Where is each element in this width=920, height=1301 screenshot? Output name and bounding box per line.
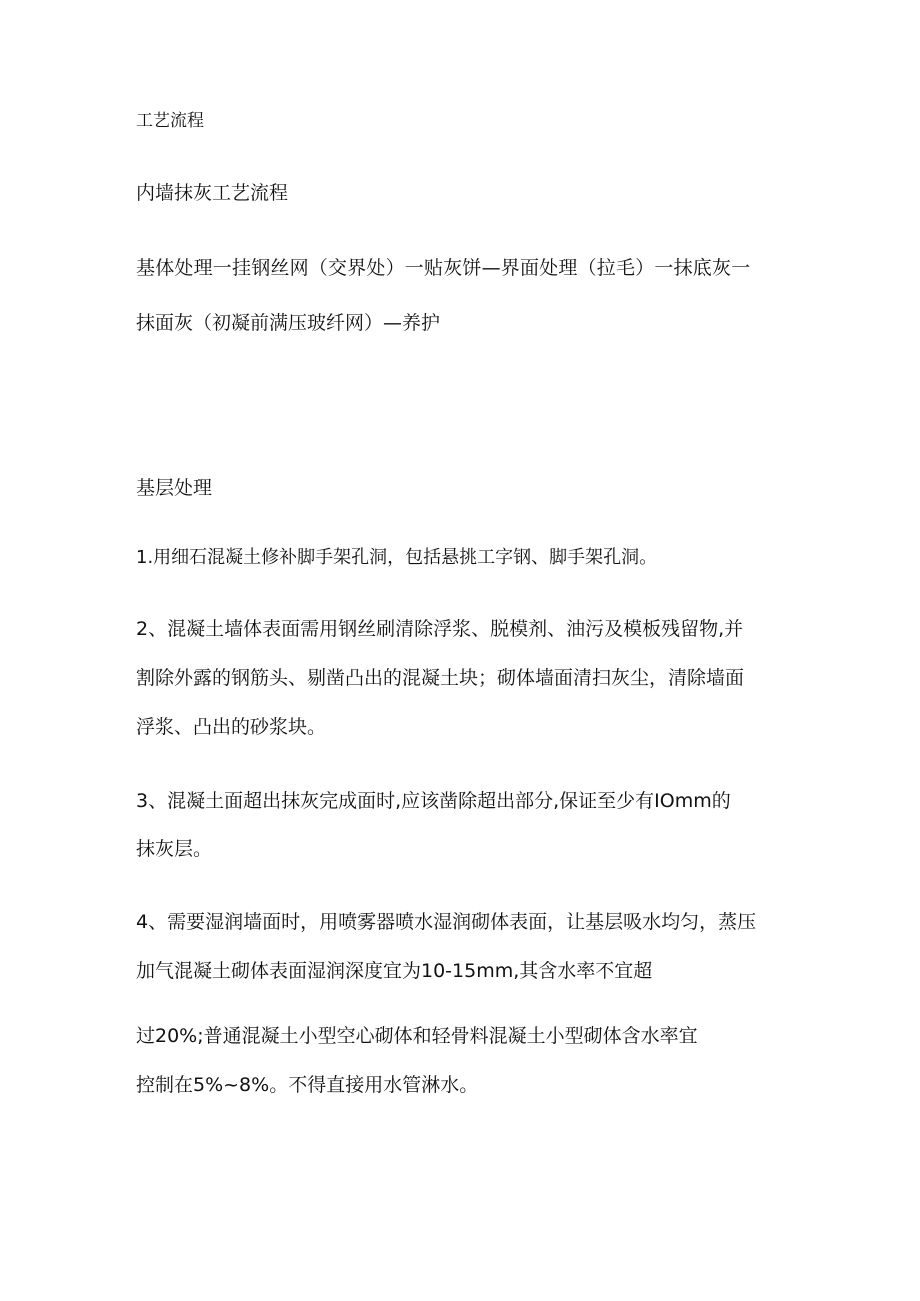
item-3-line: 3、混凝土面超出抹灰完成面时,应该凿除超出部分,保证至少有IOmm的 bbox=[136, 790, 731, 812]
item-2-line: 浮浆、凸出的砂浆块。 bbox=[136, 716, 327, 738]
item-3-line: 抹灰层。 bbox=[136, 838, 213, 860]
section-title: 基层处理 bbox=[136, 477, 213, 499]
item-4-line: 控制在5%~8%。不得直接用水管淋水。 bbox=[136, 1074, 479, 1096]
item-4-line: 过20%;普通混凝土小型空心砌体和轻骨料混凝土小型砌体含水率宜 bbox=[136, 1025, 698, 1047]
item-4-line: 加气混凝土砌体表面湿润深度宜为10-15mm,其含水率不宜超 bbox=[136, 960, 653, 982]
item-2-line: 割除外露的钢筋头、剔凿凸出的混凝土块；砌体墙面清扫灰尘，清除墙面 bbox=[136, 667, 745, 689]
flow-line: 基体处理一挂钢丝网（交界处）一贴灰饼—界面处理（拉毛）一抹底灰一 bbox=[136, 257, 751, 279]
item-1: 1.用细石混凝土修补脚手架孔洞，包括悬挑工字钢、脚手架孔洞。 bbox=[136, 547, 658, 568]
inner-wall-plaster-heading: 内墙抹灰工艺流程 bbox=[136, 182, 289, 204]
item-4-line: 4、需要湿润墙面时，用喷雾器喷水湿润砌体表面，让基层吸水均匀，蒸压 bbox=[136, 911, 757, 933]
item-2-line: 2、混凝土墙体表面需用钢丝刷清除浮浆、脱模剂、油污及模板残留物,并 bbox=[136, 618, 744, 640]
flow-line: 抹面灰（初凝前满压玻纤网）—养护 bbox=[136, 312, 441, 334]
process-heading: 工艺流程 bbox=[136, 111, 204, 131]
